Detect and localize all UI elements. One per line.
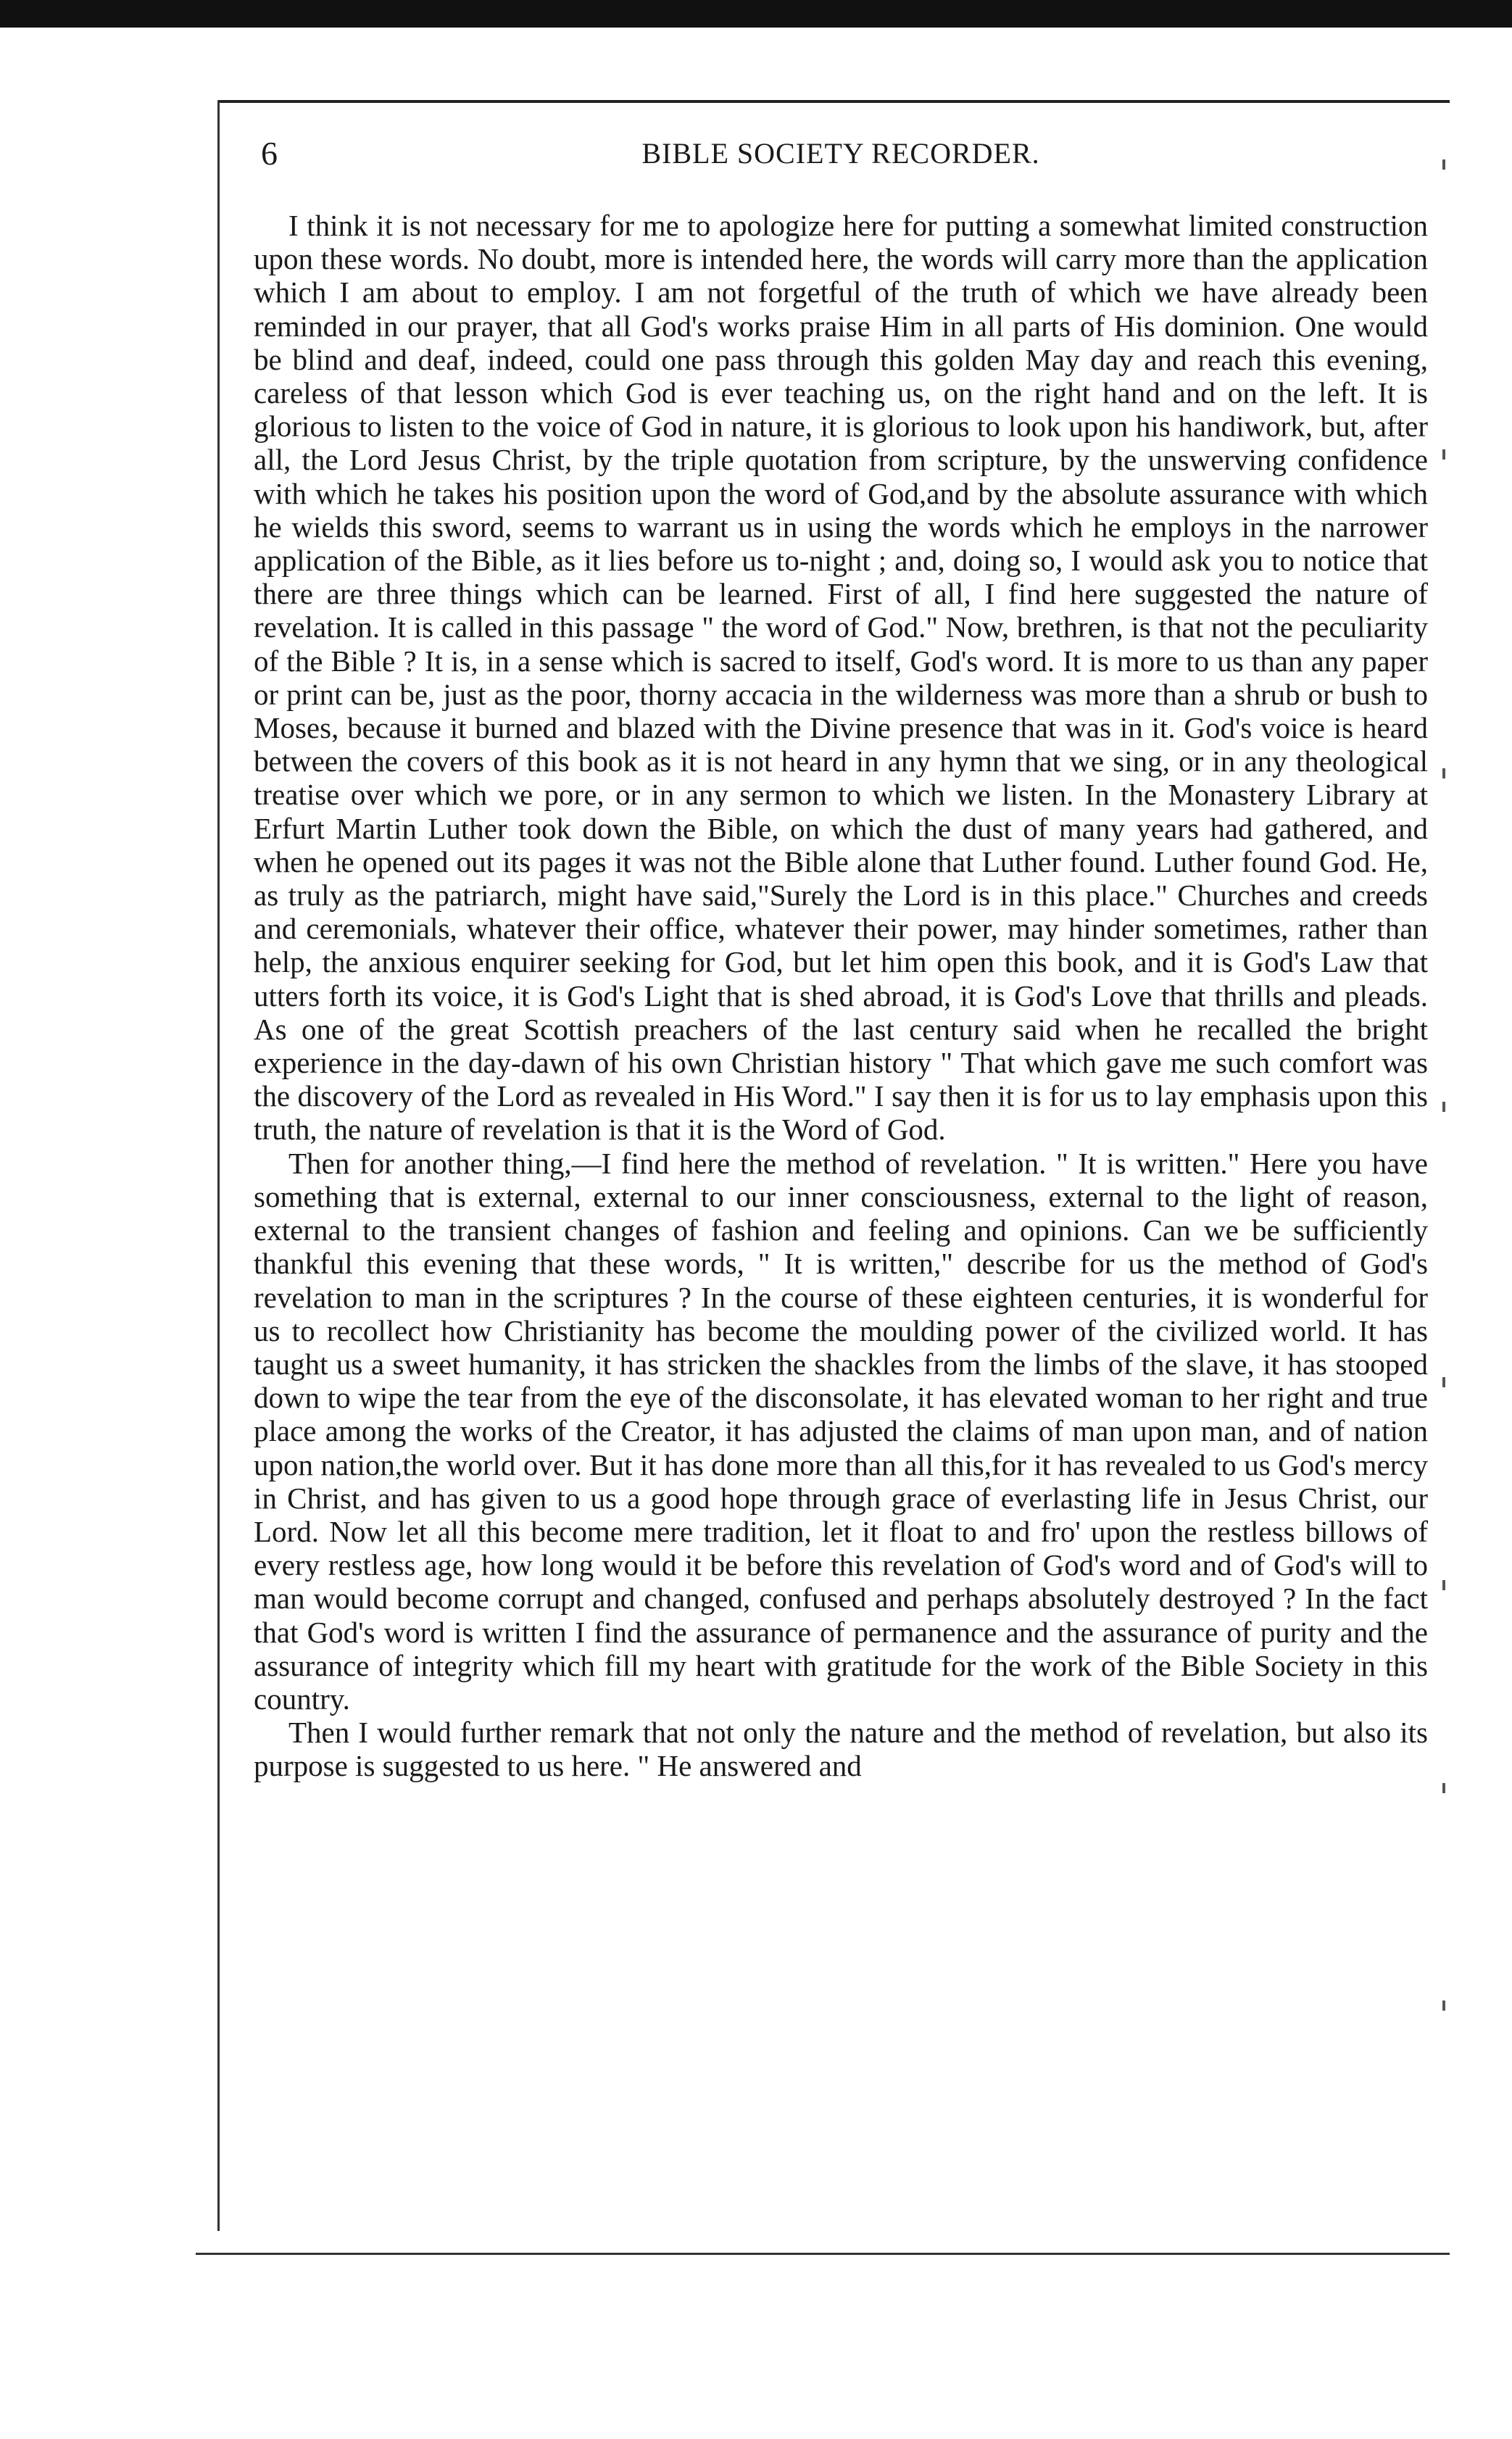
header-rule	[217, 100, 1450, 103]
speck	[1442, 1377, 1445, 1387]
running-head	[254, 132, 1428, 175]
speck	[1442, 1783, 1445, 1793]
speck	[1442, 159, 1445, 170]
page-number: 6	[261, 135, 278, 172]
journal-title: BIBLE SOCIETY RECORDER.	[641, 137, 1040, 170]
speck	[1442, 768, 1445, 778]
paragraph-purpose-of-revelation: Then I would further remark that not only the nature and the method of revelation, but also its purpose is suggested to us here. " He answered and	[254, 1716, 1428, 1783]
scan-edge-bar	[0, 0, 1512, 28]
speck	[1442, 2000, 1445, 2011]
speck	[1442, 1102, 1445, 1112]
left-margin-rule	[217, 100, 220, 2231]
speck	[1442, 1580, 1445, 1590]
article-body	[254, 209, 1428, 1783]
scan-margin-specks	[1442, 145, 1457, 2174]
paragraph-method-of-revelation: Then for another thing,—I find here the method of revelation. " It is written." Here you have something that is external, external to our inner consciousness, external to the light of reason, external to the transient changes of fashion and feeling and opinions. Can we be sufficiently thankful this evening that these words, " It is written," describe for us the method of God's revelation to man in the scriptures ? In the course of these eighteen centuries, it is wonderful for us to recollect how Christianity has become the moulding power of the civilized world. It has taught us a sweet humanity, it has stricken the shackles from the limbs of the slave, it has stooped down to wipe the tear from the eye of the disconsolate, it has elevated woman to her right and true place among the works of the Creator, it has adjusted the claims of man upon man, and of nation upon nation,the world over. But it has done more than all this,for it has revealed to us God's mercy in Christ, and has given to us a good hope through grace of everlasting life in Jesus Christ, our Lord. Now let all this become mere tradition, let it float to and fro' upon the restless billows of every restless age, how long would it be before this revelation of God's word and of God's will to man would become corrupt and changed, confused and perhaps absolutely destroyed ? In the fact that God's word is written I find the assurance of permanence and the assurance of purity and the assurance of integrity which fill my heart with gratitude for the work of the Bible Society in this country.	[254, 1146, 1428, 1716]
paragraph-nature-of-revelation: I think it is not necessary for me to apologize here for putting a somewhat limited construction upon these words. No doubt, more is intended here, the words will carry more than the application which I am about to employ. I am not forgetful of the truth of which we have already been reminded in our prayer, that all God's works praise Him in all parts of His dominion. One would be blind and deaf, indeed, could one pass through this golden May day and reach this evening, careless of that lesson which God is ever teaching us, on the right hand and on the left. It is glorious to listen to the voice of God in nature, it is glorious to look upon his handiwork, but, after all, the Lord Jesus Christ, by the triple quotation from scripture, by the unswerving confidence with which he takes his position upon the word of God,and by the absolute assurance with which he wields this sword, seems to warrant us in using the words which he employs in the narrower application of the Bible, as it lies before us to-night ; and, doing so, I would ask you to notice that there are three things which can be learned. First of all, I find here suggested the nature of revelation. It is called in this passage " the word of God." Now, brethren, is that not the peculiarity of the Bible ? It is, in a sense which is sacred to itself, God's word. It is more to us than any paper or print can be, just as the poor, thorny accacia in the wilderness was more than a shrub or bush to Moses, because it burned and blazed with the Divine presence that was in it. God's voice is heard between the covers of this book as it is not heard in any hymn that we sing, or in any theological treatise over which we pore, or in any sermon to which we listen. In the Monastery Library at Erfurt Martin Luther took down the Bible, on which the dust of many years had gathered, and when he opened out its pages it was not the Bible alone that Luther found. Luther found God. He, as truly as the patriarch, might have said,"Surely the Lord is in this place." Churches and creeds and ceremonials, whatever their office, whatever their power, may hinder sometimes, rather than help, the anxious enquirer seeking for God, but let him open this book, and it is God's Law that utters forth its voice, it is God's Light that is shed abroad, it is God's Love that thrills and pleads. As one of the great Scottish preachers of the last century said when he recalled the bright experience in the day-dawn of his own Christian history " That which gave me such comfort was the discovery of the Lord as revealed in His Word." I say then it is for us to lay emphasis upon this truth, the nature of revelation is that it is the Word of God.	[254, 209, 1428, 1147]
speck	[1442, 449, 1445, 460]
footer-rule	[196, 2253, 1450, 2255]
